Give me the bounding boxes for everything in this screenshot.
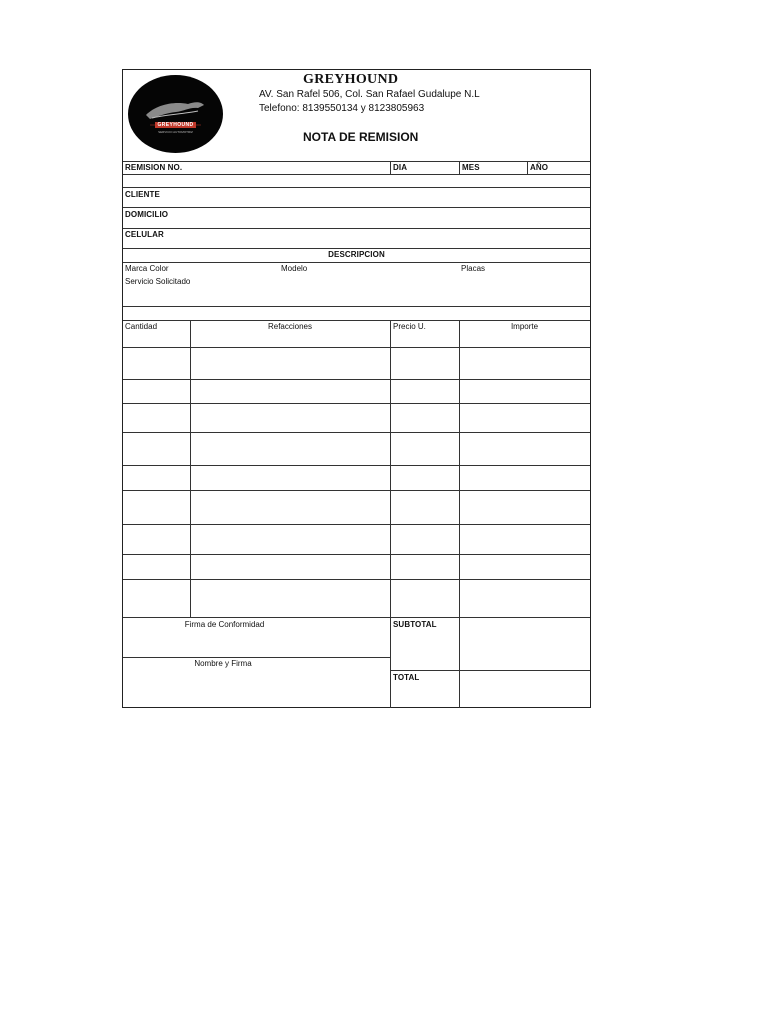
nombre-firma-label: Nombre y Firma — [194, 659, 252, 668]
servicio-label: Servicio Solicitado — [125, 277, 191, 286]
document-title: NOTA DE REMISION — [303, 130, 419, 144]
anio-label: AÑO — [530, 163, 549, 172]
row-divider — [123, 379, 590, 380]
placas-label: Placas — [461, 264, 486, 273]
mes-label: MES — [462, 163, 480, 172]
domicilio-label: DOMICILIO — [125, 210, 169, 219]
subtotal-label: SUBTOTAL — [393, 620, 437, 629]
total-label: TOTAL — [393, 673, 420, 682]
row-divider — [123, 306, 590, 307]
remission-form — [122, 69, 591, 708]
marca-color-label: Marca Color — [125, 264, 169, 273]
col-divider — [390, 161, 391, 174]
row-divider — [123, 161, 590, 162]
greyhound-logo — [128, 75, 223, 153]
row-divider — [123, 320, 590, 321]
row-divider — [123, 617, 590, 618]
logo-text: GREYHOUND — [157, 122, 194, 128]
remision-label: REMISION NO. — [125, 163, 183, 172]
row-divider — [390, 670, 590, 671]
company-address: AV. San Rafel 506, Col. San Rafael Gudalupe N.L — [259, 89, 480, 100]
row-divider — [123, 465, 590, 466]
celular-label: CELULAR — [125, 230, 164, 239]
firma-label: Firma de Conformidad — [184, 620, 265, 629]
row-divider — [123, 432, 590, 433]
modelo-label: Modelo — [281, 264, 308, 273]
col-header-precio: Precio U. — [393, 322, 426, 331]
col-divider — [390, 320, 391, 708]
row-divider — [123, 403, 590, 404]
row-divider — [123, 174, 590, 175]
col-header-importe: Importe — [510, 322, 539, 331]
company-name: GREYHOUND — [303, 72, 399, 87]
cliente-label: CLIENTE — [125, 190, 160, 199]
row-divider — [123, 262, 590, 263]
logo-subtext: SERVICIO AUTOMOTRIZ — [158, 130, 193, 134]
col-header-cantidad: Cantidad — [125, 322, 158, 331]
row-divider — [123, 207, 590, 208]
col-divider — [190, 320, 191, 617]
greyhound-dog-icon — [128, 75, 223, 153]
col-divider — [527, 161, 528, 174]
col-header-refacciones: Refacciones — [267, 322, 313, 331]
col-divider — [459, 320, 460, 708]
row-divider — [123, 579, 590, 580]
row-divider — [123, 228, 590, 229]
col-divider — [459, 161, 460, 174]
descripcion-header: DESCRIPCION — [328, 250, 385, 259]
row-divider — [123, 490, 590, 491]
row-divider — [123, 187, 590, 188]
row-divider — [123, 657, 390, 658]
row-divider — [123, 554, 590, 555]
row-divider — [123, 347, 590, 348]
row-divider — [123, 524, 590, 525]
company-phone: Telefono: 8139550134 y 8123805963 — [259, 103, 425, 114]
row-divider — [123, 248, 590, 249]
dia-label: DIA — [393, 163, 408, 172]
